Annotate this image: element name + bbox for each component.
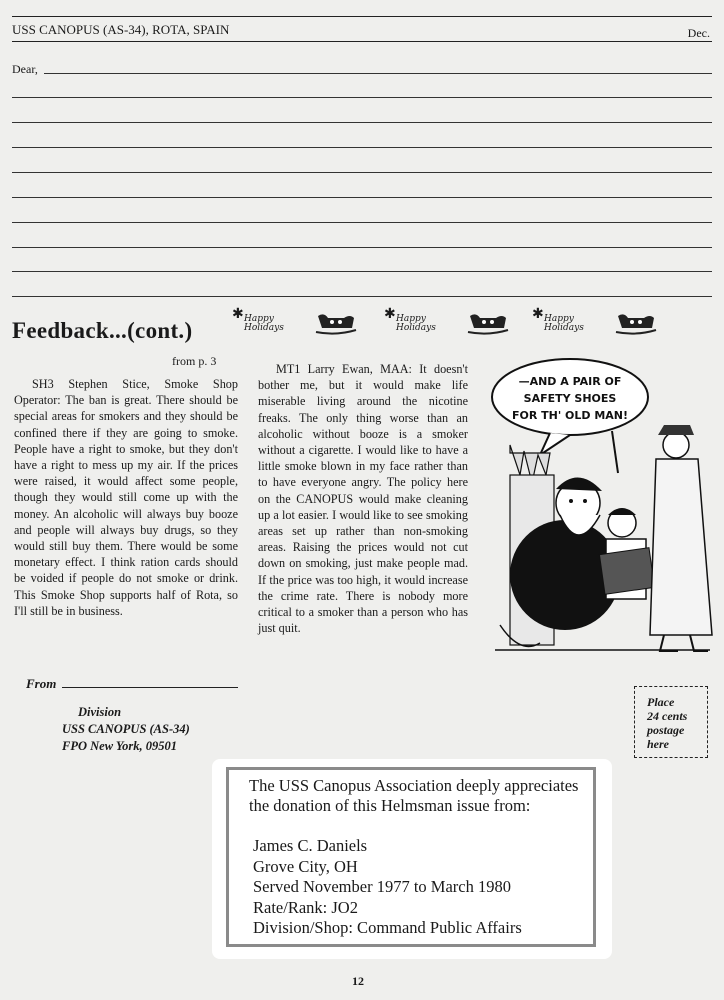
address-fpo: FPO New York, 09501	[62, 739, 178, 753]
header-month: Dec.	[687, 26, 710, 40]
from-line	[62, 687, 238, 688]
page-number: 12	[352, 974, 364, 988]
donor-service: Served November 1977 to March 1980	[253, 877, 511, 896]
postage-stamp-box: Place 24 cents postage here	[634, 686, 708, 758]
write-line	[12, 197, 712, 198]
continued-from: from p. 3	[172, 354, 217, 368]
holly-icon: ✱	[532, 307, 544, 322]
write-line	[12, 296, 712, 297]
donor-details	[253, 836, 522, 939]
write-line	[12, 97, 712, 98]
feedback-column-ewan: MT1 Larry Ewan, MAA: It doesn't bother me, but it would make life miserable living around the nicotine freaks. The only thing worse than an alcoholic without booze is a smoker without a cigarette. I would like to have a little smoke blown in my face rather than to have everyone angry. The policy here on the CANOPUS would make cleaning up a lot easier. I would like to see smoking areas set up rather than non-smoking areas. Raising the prices would not cut down on smoking, just make people mad. If the price was too high, it would increase the crime rate. There is nobody more critical to a smoker than a person who has just quit.	[258, 362, 468, 636]
write-line	[12, 122, 712, 123]
write-line	[12, 247, 712, 248]
address-ship: USS CANOPUS (AS-34)	[62, 722, 190, 736]
header-ship-location: USS CANOPUS (AS-34), ROTA, SPAIN	[12, 22, 230, 37]
speech-bubble-line: —AND A PAIR OF	[518, 375, 622, 388]
write-line	[12, 271, 712, 272]
header-rule-top	[12, 16, 712, 17]
section-title: Feedback...(cont.)	[12, 318, 193, 343]
donation-card	[226, 767, 596, 947]
speech-bubble-line: SAFETY SHOES	[523, 392, 617, 405]
holly-icon: ✱	[384, 307, 396, 322]
holiday-banner: ✱ Happy Holidays ✱ Happy Holidays ✱ Happy Holidays	[232, 306, 662, 340]
return-address	[62, 704, 190, 755]
write-line	[12, 172, 712, 173]
holly-icon: ✱	[232, 307, 244, 322]
feedback-column-stice: SH3 Stephen Stice, Smoke Shop Operator: The ban is great. There should be special areas for smokers and they should be confined there if they are going to smoke. People have a right to smoke, but they don't have a right to mess up my air. If the prices were raised, it would affect some people, though they would still come up with the money. An alcoholic will always buy booze and people will always buy drugs, so they would still buy them. There would be some monetary effect. I think ration cards should be voided if people do not smoke or drink. This Smoke Shop supports half of Rota, so I'll still be in business.	[14, 377, 238, 618]
sleigh-icon	[314, 310, 358, 336]
write-line	[12, 222, 712, 223]
donor-rate: Rate/Rank: JO2	[253, 897, 358, 917]
donor-division: Division/Shop: Command Public Affairs	[253, 918, 522, 937]
sleigh-icon	[466, 310, 510, 336]
header-rule-bottom	[12, 41, 712, 42]
donor-city: Grove City, OH	[253, 856, 358, 876]
sleigh-icon	[614, 310, 658, 336]
write-line	[12, 147, 712, 148]
salutation: Dear,	[12, 62, 38, 76]
santa-cartoon	[490, 355, 715, 660]
write-line	[44, 73, 712, 74]
from-label: From	[26, 676, 57, 691]
speech-bubble-line: FOR TH' OLD MAN!	[511, 409, 629, 422]
address-division: Division	[78, 705, 122, 719]
donor-name: James C. Daniels	[253, 836, 368, 855]
donation-intro: The USS Canopus Association deeply appreciates the donation of this Helmsman issue from:	[249, 776, 579, 815]
